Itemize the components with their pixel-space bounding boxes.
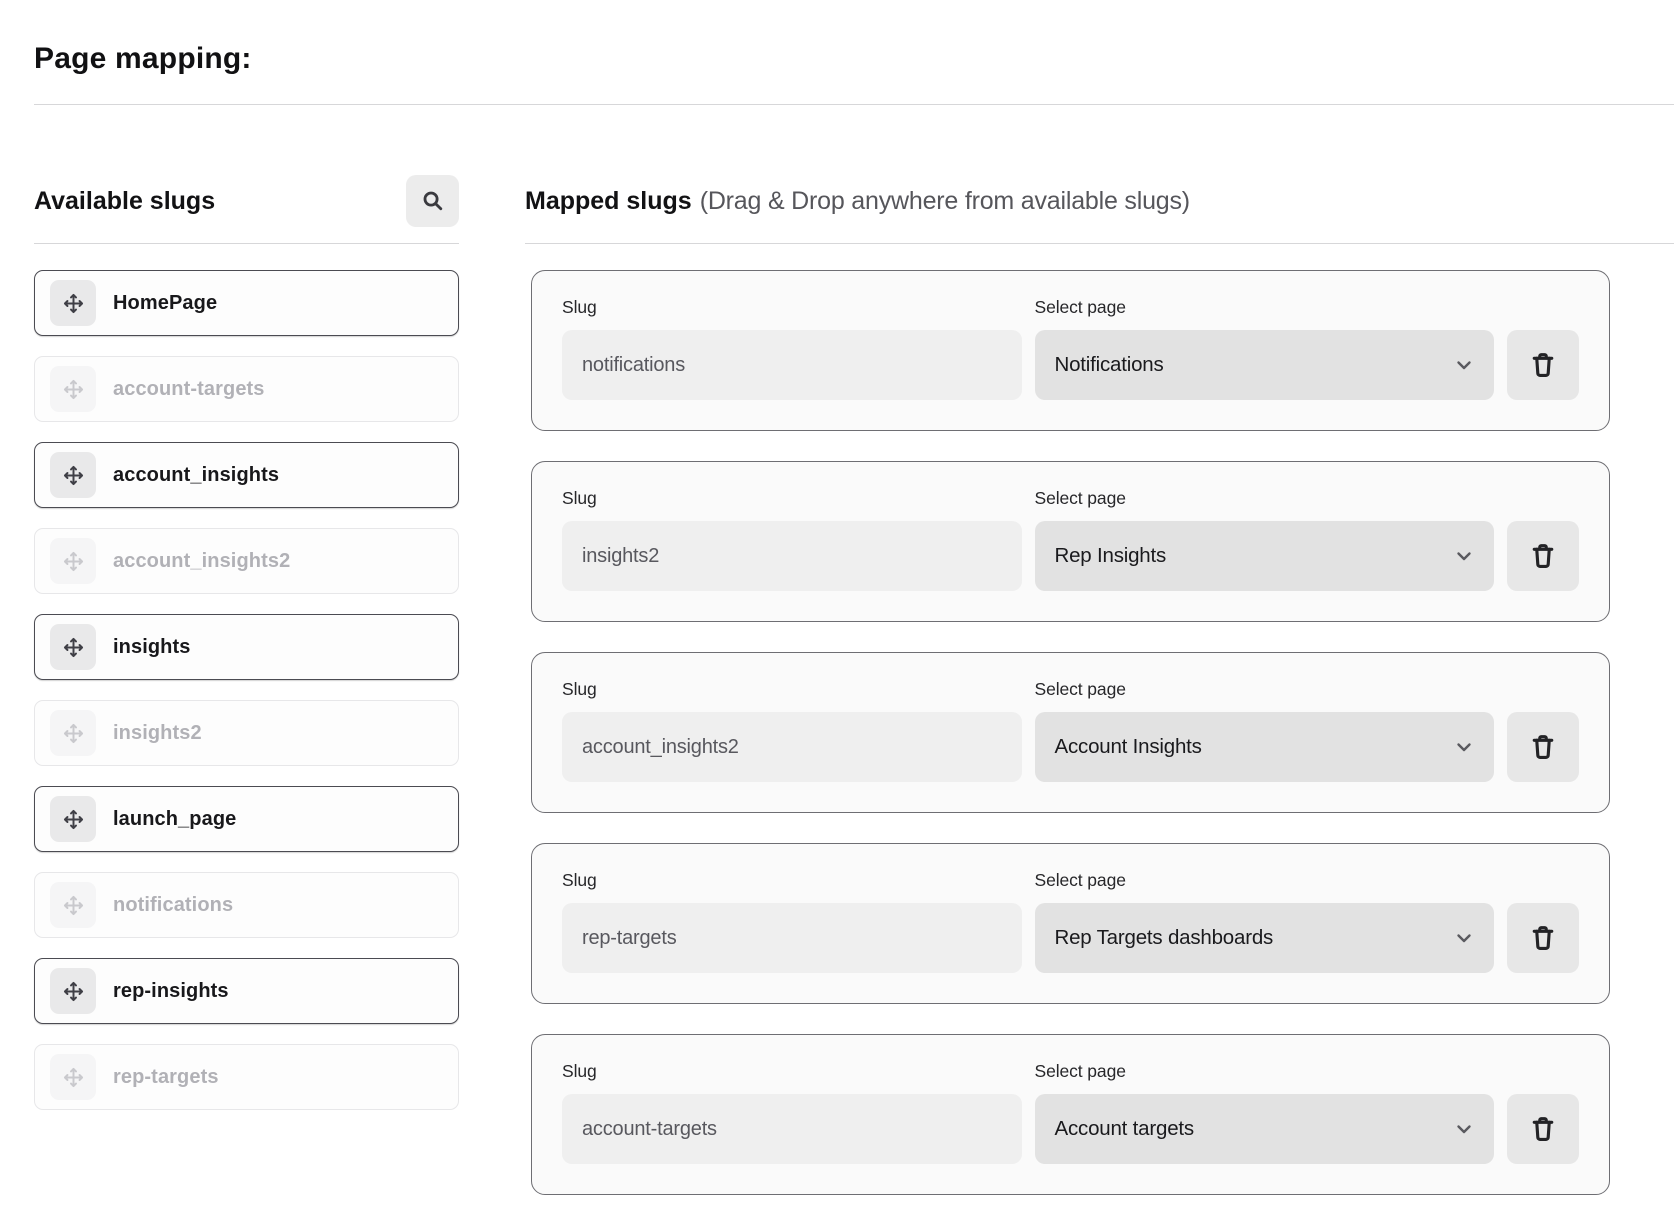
page-select-dropdown[interactable] bbox=[1035, 330, 1495, 400]
available-slugs-divider bbox=[34, 243, 459, 244]
delete-mapping-button[interactable] bbox=[1507, 521, 1579, 591]
mapped-slug-card bbox=[531, 1034, 1610, 1195]
mapped-slug-card bbox=[531, 461, 1610, 622]
mapped-slug-card bbox=[531, 652, 1610, 813]
mapped-slugs-heading: Mapped slugs bbox=[525, 186, 692, 215]
chevron-down-icon bbox=[1452, 926, 1476, 950]
drag-handle[interactable] bbox=[50, 452, 96, 498]
available-slug-label: account_insights bbox=[113, 463, 280, 486]
mapped-slugs-divider bbox=[525, 243, 1674, 244]
slug-field bbox=[562, 679, 1022, 782]
available-slug-item bbox=[34, 528, 459, 594]
drag-handle bbox=[50, 366, 96, 412]
available-slugs-panel bbox=[34, 175, 459, 1195]
delete-mapping-button[interactable] bbox=[1507, 903, 1579, 973]
available-slug-item bbox=[34, 872, 459, 938]
available-slug-label: insights2 bbox=[113, 721, 202, 744]
search-icon bbox=[420, 188, 446, 214]
drag-handle bbox=[50, 1054, 96, 1100]
page-select-value: Rep Targets dashboards bbox=[1054, 926, 1274, 949]
available-slug-label: notifications bbox=[113, 893, 234, 916]
page-select-dropdown[interactable] bbox=[1035, 521, 1495, 591]
select-page-field bbox=[1035, 297, 1495, 400]
available-slug-label: rep-targets bbox=[113, 1065, 219, 1088]
available-slug-item bbox=[34, 1044, 459, 1110]
move-icon bbox=[61, 377, 86, 402]
chevron-down-icon bbox=[1452, 544, 1476, 568]
select-page-label: Select page bbox=[1034, 488, 1126, 508]
available-slug-label: HomePage bbox=[113, 291, 218, 314]
search-button[interactable] bbox=[406, 175, 459, 227]
available-slug-label: account-targets bbox=[113, 377, 265, 400]
slug-input[interactable] bbox=[562, 712, 1022, 782]
drag-handle[interactable] bbox=[50, 796, 96, 842]
slug-field bbox=[562, 870, 1022, 973]
move-icon bbox=[61, 893, 86, 918]
select-page-field bbox=[1035, 679, 1495, 782]
delete-mapping-button[interactable] bbox=[1507, 1094, 1579, 1164]
chevron-down-icon bbox=[1452, 1117, 1476, 1141]
available-slug-label: rep-insights bbox=[113, 979, 229, 1002]
slug-field-label: Slug bbox=[562, 679, 597, 699]
available-slug-item[interactable] bbox=[34, 270, 459, 336]
mapped-slug-card bbox=[531, 270, 1610, 431]
drag-handle bbox=[50, 710, 96, 756]
available-slug-item bbox=[34, 700, 459, 766]
trash-icon bbox=[1528, 923, 1558, 953]
drag-handle bbox=[50, 882, 96, 928]
slug-input[interactable] bbox=[562, 1094, 1022, 1164]
slug-field-label: Slug bbox=[562, 870, 597, 890]
chevron-down-icon bbox=[1452, 353, 1476, 377]
select-page-label: Select page bbox=[1034, 870, 1126, 890]
select-page-label: Select page bbox=[1034, 297, 1126, 317]
page-select-value: Rep Insights bbox=[1054, 544, 1167, 567]
delete-mapping-button[interactable] bbox=[1507, 712, 1579, 782]
slug-field-label: Slug bbox=[562, 488, 597, 508]
page-select-value: Account Insights bbox=[1054, 735, 1202, 758]
move-icon bbox=[61, 463, 86, 488]
chevron-down-icon bbox=[1452, 735, 1476, 759]
available-slug-label: insights bbox=[113, 635, 191, 658]
page-select-dropdown[interactable] bbox=[1035, 1094, 1495, 1164]
header-divider bbox=[34, 104, 1674, 105]
page-select-value: Notifications bbox=[1054, 353, 1164, 376]
drag-handle[interactable] bbox=[50, 624, 96, 670]
trash-icon bbox=[1528, 541, 1558, 571]
page-select-dropdown[interactable] bbox=[1035, 903, 1495, 973]
trash-icon bbox=[1528, 350, 1558, 380]
move-icon bbox=[61, 1065, 86, 1090]
available-slug-item[interactable] bbox=[34, 614, 459, 680]
select-page-field bbox=[1035, 488, 1495, 591]
slug-field bbox=[562, 488, 1022, 591]
slug-input[interactable] bbox=[562, 521, 1022, 591]
move-icon bbox=[61, 291, 86, 316]
slug-field-label: Slug bbox=[562, 297, 597, 317]
select-page-label: Select page bbox=[1034, 679, 1126, 699]
select-page-label: Select page bbox=[1034, 1061, 1126, 1081]
mapped-slugs-panel bbox=[525, 175, 1674, 1195]
select-page-field bbox=[1035, 870, 1495, 973]
available-slug-item[interactable] bbox=[34, 958, 459, 1024]
page-select-dropdown[interactable] bbox=[1035, 712, 1495, 782]
trash-icon bbox=[1528, 732, 1558, 762]
available-slugs-heading: Available slugs bbox=[34, 186, 216, 215]
move-icon bbox=[61, 549, 86, 574]
move-icon bbox=[61, 721, 86, 746]
page-select-value: Account targets bbox=[1054, 1117, 1194, 1140]
available-slug-item[interactable] bbox=[34, 786, 459, 852]
available-slug-label: launch_page bbox=[113, 807, 237, 830]
page-title: Page mapping: bbox=[34, 42, 252, 75]
slug-input[interactable] bbox=[562, 330, 1022, 400]
slug-field-label: Slug bbox=[562, 1061, 597, 1081]
drag-handle[interactable] bbox=[50, 280, 96, 326]
move-icon bbox=[61, 635, 86, 660]
slug-field bbox=[562, 297, 1022, 400]
select-page-field bbox=[1035, 1061, 1495, 1164]
delete-mapping-button[interactable] bbox=[1507, 330, 1579, 400]
drag-handle[interactable] bbox=[50, 968, 96, 1014]
slug-field bbox=[562, 1061, 1022, 1164]
trash-icon bbox=[1528, 1114, 1558, 1144]
available-slugs-header bbox=[34, 175, 459, 227]
mapped-slugs-hint: (Drag & Drop anywhere from available slugs) bbox=[699, 186, 1190, 215]
mapped-slugs-header bbox=[525, 175, 1674, 227]
slug-input[interactable] bbox=[562, 903, 1022, 973]
drag-handle bbox=[50, 538, 96, 584]
move-icon bbox=[61, 807, 86, 832]
mapped-slug-card bbox=[531, 843, 1610, 1004]
available-slug-label: account_insights2 bbox=[113, 549, 291, 572]
mapped-slug-list bbox=[531, 270, 1610, 1195]
content bbox=[34, 175, 1674, 1195]
move-icon bbox=[61, 979, 86, 1004]
available-slug-item bbox=[34, 356, 459, 422]
available-slug-item[interactable] bbox=[34, 442, 459, 508]
available-slug-list bbox=[34, 270, 459, 1110]
